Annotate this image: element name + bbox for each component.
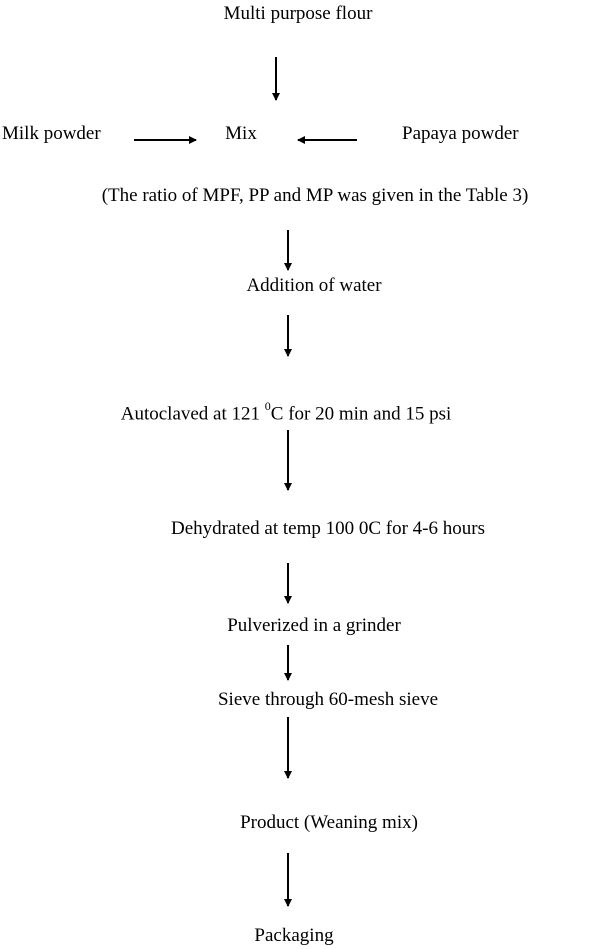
step-pulverize: Pulverized in a grinder (227, 615, 401, 636)
step-packaging: Packaging (254, 925, 334, 946)
step-autoclave (121, 397, 452, 425)
step-mix: Mix (225, 123, 257, 144)
step-product: Product (Weaning mix) (240, 812, 418, 833)
degree-superscript: 0 (264, 399, 271, 413)
autoclave-text-pre: Autoclaved at 121 (120, 403, 265, 425)
ratio-note: (The ratio of MPF, PP and MP was given in the Table 3) (101, 185, 529, 206)
step-papaya-powder: Papaya powder (402, 123, 519, 144)
step-flour: Multi purpose flour (223, 3, 373, 24)
step-dehydrate: Dehydrated at temp 100 0C for 4-6 hours (171, 518, 485, 539)
step-milk-powder: Milk powder (2, 123, 101, 144)
step-sieve: Sieve through 60-mesh sieve (217, 689, 439, 710)
autoclave-text-post: C for 20 min and 15 psi (270, 403, 452, 425)
step-addition-of-water: Addition of water (246, 275, 382, 296)
